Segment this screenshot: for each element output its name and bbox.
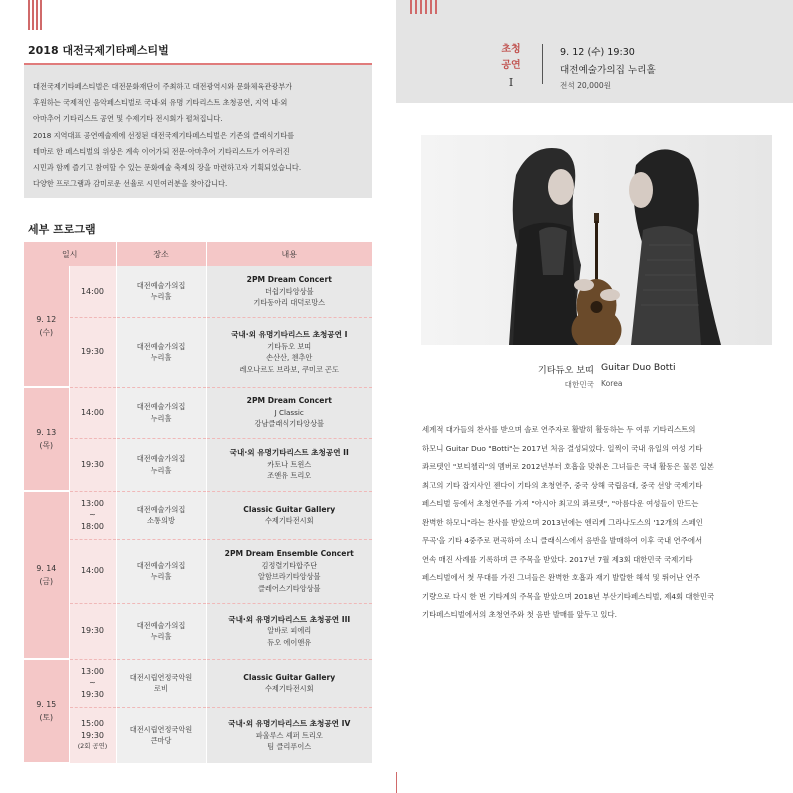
table-row xyxy=(24,659,372,707)
time-end: 19:30 xyxy=(80,689,105,699)
program-title: 2PM Dream Ensemble Concert xyxy=(224,549,354,558)
venue-cell xyxy=(116,317,206,387)
venue-name: 대전예술가의집 xyxy=(136,504,186,514)
festival-line: 시민과 함께 즐기고 참여할 수 있는 문화예술 축제의 장을 마련하고자 기획되었습니다. xyxy=(33,163,302,173)
program-detail: 김정렬기타합주단 xyxy=(261,560,318,570)
program-detail: 알함브라기타앙상블 xyxy=(258,572,321,581)
time-cell: 19:30 xyxy=(69,438,116,491)
date-weekday: (금) xyxy=(39,577,54,586)
date-weekday: (토) xyxy=(39,713,54,722)
table-row xyxy=(24,266,372,317)
festival-line: 아마추어 기타리스트 공연 및 수제기타 전시회가 펼쳐집니다. xyxy=(33,114,223,124)
venue-room: 큰마당 xyxy=(150,736,172,746)
program-detail: 더쉽기타앙상블 xyxy=(264,286,314,296)
artist-name-en: Guitar Duo Botti xyxy=(601,362,676,373)
venue-cell xyxy=(116,387,206,438)
venue-room: 누리홀 xyxy=(150,632,172,641)
date-cell xyxy=(24,387,69,491)
schedule-table xyxy=(24,242,372,764)
program-detail: 강남클래식기타앙상블 xyxy=(254,419,324,429)
program-title: Classic Guitar Gallery xyxy=(243,672,336,682)
table-row xyxy=(24,539,372,603)
time-cell: 14:00 xyxy=(69,387,116,438)
venue-cell xyxy=(116,539,206,603)
date-day: 9. 13 xyxy=(36,428,57,437)
bio-line: 콰르텟인 "보티첼리"의 멤버로 2012년부터 호흡을 맞춰온 그녀들은 국내 활동은 물론 일본 xyxy=(422,462,714,471)
program-detail: 수제기타전시회 xyxy=(264,684,314,693)
time-separator: ~ xyxy=(89,510,96,520)
time-cell xyxy=(69,491,116,539)
festival-line: 대전국제기타페스티벌은 대전문화재단이 주최하고 대전광역시와 문화체육관광부가 xyxy=(33,82,293,91)
festival-line: 2018 지역대표 공연예술제에 선정된 대전국제기타페스티벌은 기존의 클래식기타를 xyxy=(33,130,295,140)
time-cell xyxy=(69,659,116,707)
header-divider xyxy=(542,44,543,84)
venue-name: 대전예술가의집 xyxy=(136,454,186,463)
bio-line: 완벽한 하모니"라는 찬사를 받았으며 2013년에는 엔리케 그라나도스의 '12개의 스페인 xyxy=(422,517,703,527)
performance-label-line: 공연 xyxy=(501,60,521,71)
date-weekday: (목) xyxy=(39,441,54,450)
time-start: 15:00 xyxy=(80,719,105,728)
date-weekday: (수) xyxy=(39,328,54,337)
program-title: Classic Guitar Gallery xyxy=(243,504,336,514)
venue-room: 누리홀 xyxy=(150,572,172,581)
venue-room: 누리홀 xyxy=(150,465,172,475)
program-detail: 카토나 트윈스 xyxy=(267,459,312,469)
time-cell: 14:00 xyxy=(69,266,116,317)
time-cell: 19:30 xyxy=(69,603,116,659)
program-cell xyxy=(206,266,372,317)
performance-number: I xyxy=(508,76,514,89)
program-detail: J Classic xyxy=(274,407,304,417)
program-title: 국내·외 유명기타리스트 초청공연 IV xyxy=(228,719,351,728)
date-cell xyxy=(24,659,69,763)
table-row xyxy=(24,707,372,763)
artist-country-ko: 대한민국 xyxy=(564,380,594,389)
program-cell xyxy=(206,539,372,603)
date-day: 9. 12 xyxy=(36,315,57,324)
time-note: (2회 공연) xyxy=(77,742,108,750)
decorative-stripes-right xyxy=(410,0,440,14)
venue-room: 누리홀 xyxy=(150,292,172,302)
program-detail: 파울루스 셰퍼 트리오 xyxy=(255,730,323,740)
artist-biography xyxy=(422,421,776,625)
festival-description-box xyxy=(24,65,372,198)
time-separator: ~ xyxy=(89,678,96,688)
page-divider xyxy=(396,772,397,793)
program-detail: 레오나르도 브라보, 쿠미코 곤도 xyxy=(239,364,339,374)
program-detail: 조앤유 트리오 xyxy=(267,471,312,481)
time-cell: 19:30 xyxy=(69,317,116,387)
program-detail: 기타동아리 대덕로망스 xyxy=(253,298,326,307)
date-day: 9. 14 xyxy=(36,564,57,573)
decorative-stripes-left xyxy=(28,0,48,30)
festival-title: 2018 대전국제기타페스티벌 xyxy=(28,44,169,57)
program-detail: 팀 클리푸이스 xyxy=(267,742,312,751)
program-detail: 듀오 에이앤유 xyxy=(267,637,312,647)
venue-room: 누리홀 xyxy=(150,353,172,362)
performance-date: 9. 12 (수) 19:30 xyxy=(560,47,635,58)
bio-line: 페스티벌에서 첫 무대를 가진 그녀들은 완벽한 호흡과 재기 발랄한 해석 및 뛰어난 연주 xyxy=(422,573,701,582)
program-cell xyxy=(206,659,372,707)
venue-name: 대전예술가의집 xyxy=(136,620,186,630)
venue-name: 대전예술가의집 xyxy=(136,402,186,411)
schedule-header-row xyxy=(24,242,372,266)
time-start: 13:00 xyxy=(80,666,105,676)
time-second: 19:30 xyxy=(80,730,105,740)
program-detail: 클레어스기타앙상블 xyxy=(258,583,321,593)
venue-cell xyxy=(116,266,206,317)
bio-line: 기량으로 다시 한 번 기타계의 주목을 받았으며 2018년 부산기타페스티벌, 제4회 대한민국 xyxy=(422,591,715,601)
bio-line: 기타페스티벌에서의 초청연주와 첫 음반 발매를 앞두고 있다. xyxy=(422,610,617,619)
header-content: 내용 xyxy=(206,242,372,266)
program-cell xyxy=(206,387,372,438)
festival-line: 테마로 한 페스티벌의 위상은 계속 이어가되 전문·아마추어 기타리스트가 어우러진 xyxy=(33,146,290,156)
bio-line: 하모니 Guitar Duo "Botti"는 2017년 처음 결성되었다. 일찍이 국내 유일의 여성 기타 xyxy=(422,443,703,453)
venue-cell xyxy=(116,438,206,491)
table-row xyxy=(24,491,372,539)
venue-cell xyxy=(116,659,206,707)
program-title: 국내·외 유명기타리스트 초청공연 I xyxy=(231,330,348,339)
venue-room: 소통의방 xyxy=(147,516,175,525)
venue-room: 누리홀 xyxy=(150,413,172,423)
time-start: 13:00 xyxy=(80,498,105,508)
bio-line: 페스티벌 등에서 초청연주를 가져 "아시아 최고의 콰르텟", "아름다운 여성들이 만드는 xyxy=(422,499,699,508)
artist-photo-illustration xyxy=(421,135,772,345)
venue-name: 대전예술가의집 xyxy=(136,341,186,351)
header-datetime: 일시 xyxy=(24,242,116,266)
program-cell xyxy=(206,707,372,763)
program-title: 2PM Dream Concert xyxy=(246,396,332,406)
date-day: 9. 15 xyxy=(36,700,57,709)
venue-name: 대전시립연정국악원 xyxy=(129,724,193,734)
program-title: 국내·외 유명기타리스트 초청공연 II xyxy=(229,448,349,458)
bio-line: 연속 매진 사례를 기록하며 큰 주목을 받았다. 2017년 7월 제3회 대한민국 국제기타 xyxy=(422,554,693,564)
time-cell xyxy=(69,707,116,763)
table-row xyxy=(24,317,372,387)
program-cell xyxy=(206,438,372,491)
program-detail: 기타듀오 보띠 xyxy=(267,341,312,351)
bio-line: 세계적 대가들의 찬사를 받으며 솔로 연주자로 활발히 활동하는 두 여류 기타리스트의 xyxy=(422,425,696,434)
venue-cell xyxy=(116,603,206,659)
venue-cell xyxy=(116,707,206,763)
performance-label-line: 초청 xyxy=(501,44,521,55)
artist-country-en: Korea xyxy=(601,379,623,388)
program-detail: 손산산, 첸추안 xyxy=(266,353,313,362)
table-row xyxy=(24,387,372,438)
time-end: 18:00 xyxy=(80,521,105,531)
festival-line: 다양한 프로그램과 감미로운 선율로 시민여러분을 찾아갑니다. xyxy=(33,179,228,189)
program-cell xyxy=(206,603,372,659)
performance-label xyxy=(493,42,529,74)
header-venue: 장소 xyxy=(116,242,206,266)
bio-line: 무곡'을 기타 4중주로 편곡하여 소니 클래식스에서 음반을 발매하여 이후 국내 연주에서 xyxy=(422,536,703,545)
program-detail: 알바로 피에리 xyxy=(267,626,312,636)
program-title: 국내·외 유명기타리스트 초청공연 III xyxy=(228,614,351,624)
venue-name: 대전예술가의집 xyxy=(136,560,186,570)
time-cell: 14:00 xyxy=(69,539,116,603)
program-cell xyxy=(206,317,372,387)
date-cell xyxy=(24,266,69,387)
bio-line: 최고의 기타 잡지사인 젠다이 기타의 초청연주, 중국 상해 국립음대, 중국 선양 국제기타 xyxy=(422,480,703,490)
schedule-title: 세부 프로그램 xyxy=(28,223,96,236)
program-detail: 수제기타전시회 xyxy=(264,516,314,525)
venue-cell xyxy=(116,491,206,539)
venue-room: 로비 xyxy=(154,684,168,693)
table-row xyxy=(24,438,372,491)
performance-venue: 대전예술가의집 누리홀 xyxy=(560,65,656,76)
venue-name: 대전시립연정국악원 xyxy=(129,672,193,682)
artist-name-ko: 기타듀오 보띠 xyxy=(537,365,594,376)
performance-price: 전석 20,000원 xyxy=(560,81,611,90)
artist-photo xyxy=(421,135,772,345)
festival-line: 후원하는 국제적인 음악페스티벌로 국내·외 유명 기타리스트 초청공연, 지역 내·외 xyxy=(33,98,288,108)
date-cell xyxy=(24,491,69,659)
venue-name: 대전예술가의집 xyxy=(136,280,186,290)
table-row xyxy=(24,603,372,659)
program-cell xyxy=(206,491,372,539)
program-title: 2PM Dream Concert xyxy=(246,275,332,284)
